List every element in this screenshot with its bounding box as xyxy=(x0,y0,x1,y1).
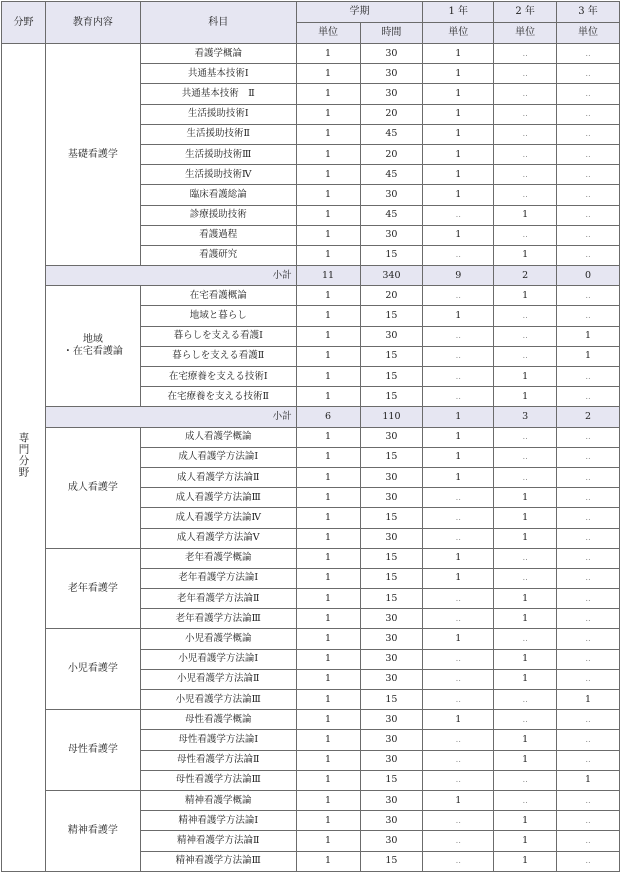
empty-cell: ‥ xyxy=(557,44,620,64)
subject-cell: 成人看護学方法論Ⅳ xyxy=(140,508,296,528)
empty-cell: ‥ xyxy=(494,568,557,588)
empty-cell: ‥ xyxy=(557,104,620,124)
hours-cell: 30 xyxy=(360,467,423,487)
empty-cell: ‥ xyxy=(494,548,557,568)
subject-cell: 成人看護学概論 xyxy=(140,427,296,447)
hours-cell: 15 xyxy=(360,770,423,790)
empty-cell: ‥ xyxy=(557,609,620,629)
year2-cell: 1 xyxy=(494,488,557,508)
empty-cell: ‥ xyxy=(494,306,557,326)
year2-cell: 1 xyxy=(494,508,557,528)
unit-cell: 1 xyxy=(296,770,360,790)
year2-cell: 1 xyxy=(494,286,557,306)
empty-cell: ‥ xyxy=(557,831,620,851)
year1-cell: 1 xyxy=(423,84,494,104)
unit-cell: 1 xyxy=(296,831,360,851)
unit-cell: 1 xyxy=(296,447,360,467)
unit-cell: 1 xyxy=(296,306,360,326)
unit-cell: 1 xyxy=(296,790,360,810)
empty-cell: ‥ xyxy=(557,225,620,245)
empty-cell: ‥ xyxy=(557,589,620,609)
empty-cell: ‥ xyxy=(557,750,620,770)
empty-cell: ‥ xyxy=(494,710,557,730)
subtotal-unit: 11 xyxy=(296,266,360,286)
content-label: 地域 xyxy=(82,334,103,346)
unit-cell: 1 xyxy=(296,104,360,124)
subtotal-row xyxy=(2,407,620,427)
year2-cell: 1 xyxy=(494,367,557,387)
empty-cell: ‥ xyxy=(557,286,620,306)
hours-cell: 30 xyxy=(360,710,423,730)
unit-cell: 1 xyxy=(296,286,360,306)
subtotal-hours: 340 xyxy=(360,266,423,286)
subject-cell: 在宅療養を支える技術Ⅰ xyxy=(140,367,296,387)
year3-cell: 1 xyxy=(557,346,620,366)
subject-cell: 看護研究 xyxy=(140,245,296,265)
empty-cell: ‥ xyxy=(423,851,494,871)
empty-cell: ‥ xyxy=(494,64,557,84)
subject-cell: 精神看護学方法論Ⅰ xyxy=(140,811,296,831)
empty-cell: ‥ xyxy=(423,488,494,508)
header-field: 分野 xyxy=(2,2,46,44)
subject-cell: 看護学概論 xyxy=(140,44,296,64)
subject-cell: 老年看護学概論 xyxy=(140,548,296,568)
content-label: ・在宅看護論 xyxy=(62,346,123,358)
header-year3: 3 年 xyxy=(557,2,620,23)
hours-cell: 30 xyxy=(360,326,423,346)
subtotal-y2: 2 xyxy=(494,266,557,286)
year1-cell: 1 xyxy=(423,306,494,326)
empty-cell: ‥ xyxy=(494,124,557,144)
year1-cell: 1 xyxy=(423,427,494,447)
empty-cell: ‥ xyxy=(557,730,620,750)
subject-cell: 地域と暮らし xyxy=(140,306,296,326)
subject-cell: 成人看護学方法論Ⅰ xyxy=(140,447,296,467)
year2-cell: 1 xyxy=(494,245,557,265)
hours-cell: 15 xyxy=(360,568,423,588)
unit-cell: 1 xyxy=(296,326,360,346)
empty-cell: ‥ xyxy=(423,367,494,387)
subject-cell: 臨床看護総論 xyxy=(140,185,296,205)
hours-cell: 15 xyxy=(360,548,423,568)
subject-cell: 小児看護学概論 xyxy=(140,629,296,649)
content-cell xyxy=(45,548,140,629)
unit-cell: 1 xyxy=(296,528,360,548)
unit-cell: 1 xyxy=(296,629,360,649)
header-content: 教育内容 xyxy=(45,2,140,44)
empty-cell: ‥ xyxy=(494,165,557,185)
header-term: 学期 xyxy=(296,2,423,23)
field-cell xyxy=(2,44,46,872)
header-year2-unit: 単位 xyxy=(494,23,557,44)
year2-cell: 1 xyxy=(494,669,557,689)
unit-cell: 1 xyxy=(296,346,360,366)
empty-cell: ‥ xyxy=(423,205,494,225)
empty-cell: ‥ xyxy=(557,185,620,205)
unit-cell: 1 xyxy=(296,589,360,609)
empty-cell: ‥ xyxy=(423,346,494,366)
empty-cell: ‥ xyxy=(423,326,494,346)
content-label: 成人看護学 xyxy=(67,481,118,493)
year1-cell: 1 xyxy=(423,467,494,487)
unit-cell: 1 xyxy=(296,649,360,669)
hours-cell: 15 xyxy=(360,245,423,265)
empty-cell: ‥ xyxy=(557,669,620,689)
year2-cell: 1 xyxy=(494,750,557,770)
empty-cell: ‥ xyxy=(557,64,620,84)
empty-cell: ‥ xyxy=(423,690,494,710)
unit-cell: 1 xyxy=(296,548,360,568)
hours-cell: 30 xyxy=(360,427,423,447)
hours-cell: 30 xyxy=(360,84,423,104)
unit-cell: 1 xyxy=(296,508,360,528)
table-row xyxy=(2,790,620,810)
subject-cell: 成人看護学方法論Ⅲ xyxy=(140,488,296,508)
empty-cell: ‥ xyxy=(494,346,557,366)
year3-cell: 1 xyxy=(557,690,620,710)
hours-cell: 20 xyxy=(360,144,423,164)
year2-cell: 1 xyxy=(494,205,557,225)
unit-cell: 1 xyxy=(296,467,360,487)
empty-cell: ‥ xyxy=(557,790,620,810)
header-year2: 2 年 xyxy=(494,2,557,23)
year1-cell: 1 xyxy=(423,64,494,84)
hours-cell: 15 xyxy=(360,851,423,871)
empty-cell: ‥ xyxy=(494,690,557,710)
empty-cell: ‥ xyxy=(494,44,557,64)
curriculum-table xyxy=(1,1,620,872)
empty-cell: ‥ xyxy=(494,104,557,124)
content-cell xyxy=(45,710,140,791)
empty-cell: ‥ xyxy=(557,488,620,508)
empty-cell: ‥ xyxy=(423,750,494,770)
subject-cell: 生活援助技術Ⅲ xyxy=(140,144,296,164)
hours-cell: 30 xyxy=(360,64,423,84)
year2-cell: 1 xyxy=(494,730,557,750)
subtotal-hours: 110 xyxy=(360,407,423,427)
unit-cell: 1 xyxy=(296,750,360,770)
table-row xyxy=(2,548,620,568)
empty-cell: ‥ xyxy=(557,528,620,548)
empty-cell: ‥ xyxy=(557,548,620,568)
unit-cell: 1 xyxy=(296,84,360,104)
header-year1-unit: 単位 xyxy=(423,23,494,44)
empty-cell: ‥ xyxy=(557,649,620,669)
empty-cell: ‥ xyxy=(557,811,620,831)
hours-cell: 15 xyxy=(360,690,423,710)
unit-cell: 1 xyxy=(296,124,360,144)
hours-cell: 30 xyxy=(360,629,423,649)
table-row xyxy=(2,286,620,306)
subtotal-y1: 1 xyxy=(423,407,494,427)
subject-cell: 在宅看護概論 xyxy=(140,286,296,306)
unit-cell: 1 xyxy=(296,367,360,387)
subject-cell: 母性看護学概論 xyxy=(140,710,296,730)
year1-cell: 1 xyxy=(423,165,494,185)
empty-cell: ‥ xyxy=(557,165,620,185)
unit-cell: 1 xyxy=(296,488,360,508)
empty-cell: ‥ xyxy=(423,508,494,528)
year2-cell: 1 xyxy=(494,589,557,609)
year1-cell: 1 xyxy=(423,447,494,467)
hours-cell: 30 xyxy=(360,811,423,831)
subject-cell: 生活援助技術Ⅱ xyxy=(140,124,296,144)
unit-cell: 1 xyxy=(296,245,360,265)
subject-cell: 精神看護学方法論Ⅲ xyxy=(140,851,296,871)
subject-cell: 小児看護学方法論Ⅰ xyxy=(140,649,296,669)
year1-cell: 1 xyxy=(423,185,494,205)
hours-cell: 30 xyxy=(360,790,423,810)
hours-cell: 30 xyxy=(360,750,423,770)
year3-cell: 1 xyxy=(557,326,620,346)
year1-cell: 1 xyxy=(423,790,494,810)
unit-cell: 1 xyxy=(296,568,360,588)
empty-cell: ‥ xyxy=(494,629,557,649)
hours-cell: 30 xyxy=(360,831,423,851)
empty-cell: ‥ xyxy=(557,245,620,265)
unit-cell: 1 xyxy=(296,427,360,447)
year2-cell: 1 xyxy=(494,831,557,851)
year2-cell: 1 xyxy=(494,649,557,669)
subject-cell: 生活援助技術Ⅳ xyxy=(140,165,296,185)
content-cell xyxy=(45,286,140,407)
hours-cell: 45 xyxy=(360,165,423,185)
empty-cell: ‥ xyxy=(494,84,557,104)
subject-cell: 暮らしを支える看護Ⅱ xyxy=(140,346,296,366)
unit-cell: 1 xyxy=(296,44,360,64)
table-row xyxy=(2,427,620,447)
empty-cell: ‥ xyxy=(557,84,620,104)
hours-cell: 15 xyxy=(360,367,423,387)
subtotal-y3: 2 xyxy=(557,407,620,427)
subject-cell: 生活援助技術Ⅰ xyxy=(140,104,296,124)
table-row xyxy=(2,44,620,64)
subject-cell: 暮らしを支える看護Ⅰ xyxy=(140,326,296,346)
empty-cell: ‥ xyxy=(494,225,557,245)
year1-cell: 1 xyxy=(423,568,494,588)
hours-cell: 20 xyxy=(360,104,423,124)
hours-cell: 45 xyxy=(360,124,423,144)
year1-cell: 1 xyxy=(423,548,494,568)
hours-cell: 15 xyxy=(360,508,423,528)
empty-cell: ‥ xyxy=(557,427,620,447)
content-label: 基礎看護学 xyxy=(67,148,118,160)
hours-cell: 15 xyxy=(360,306,423,326)
unit-cell: 1 xyxy=(296,165,360,185)
empty-cell: ‥ xyxy=(494,790,557,810)
empty-cell: ‥ xyxy=(557,568,620,588)
header-unit: 単位 xyxy=(296,23,360,44)
subject-cell: 母性看護学方法論Ⅰ xyxy=(140,730,296,750)
table-row xyxy=(2,710,620,730)
header-subject: 科目 xyxy=(140,2,296,44)
empty-cell: ‥ xyxy=(423,831,494,851)
empty-cell: ‥ xyxy=(494,467,557,487)
empty-cell: ‥ xyxy=(557,306,620,326)
unit-cell: 1 xyxy=(296,690,360,710)
unit-cell: 1 xyxy=(296,811,360,831)
empty-cell: ‥ xyxy=(557,508,620,528)
empty-cell: ‥ xyxy=(557,629,620,649)
hours-cell: 30 xyxy=(360,609,423,629)
hours-cell: 30 xyxy=(360,730,423,750)
year1-cell: 1 xyxy=(423,225,494,245)
header-year1: 1 年 xyxy=(423,2,494,23)
table-row xyxy=(2,629,620,649)
hours-cell: 15 xyxy=(360,589,423,609)
empty-cell: ‥ xyxy=(494,427,557,447)
header-row-1 xyxy=(2,2,620,23)
empty-cell: ‥ xyxy=(557,144,620,164)
subtotal-y3: 0 xyxy=(557,266,620,286)
year2-cell: 1 xyxy=(494,609,557,629)
subtotal-row xyxy=(2,266,620,286)
hours-cell: 45 xyxy=(360,205,423,225)
subject-cell: 在宅療養を支える技術Ⅱ xyxy=(140,387,296,407)
field-label: 専門分野 xyxy=(17,432,30,479)
empty-cell: ‥ xyxy=(423,730,494,750)
subject-cell: 母性看護学方法論Ⅲ xyxy=(140,770,296,790)
subtotal-label: 小計 xyxy=(45,407,296,427)
year2-cell: 1 xyxy=(494,811,557,831)
empty-cell: ‥ xyxy=(423,245,494,265)
hours-cell: 20 xyxy=(360,286,423,306)
hours-cell: 30 xyxy=(360,649,423,669)
unit-cell: 1 xyxy=(296,205,360,225)
content-label: 老年看護学 xyxy=(67,582,118,594)
subject-cell: 老年看護学方法論Ⅲ xyxy=(140,609,296,629)
year2-cell: 1 xyxy=(494,851,557,871)
empty-cell: ‥ xyxy=(423,528,494,548)
subject-cell: 小児看護学方法論Ⅲ xyxy=(140,690,296,710)
subject-cell: 精神看護学方法論Ⅱ xyxy=(140,831,296,851)
unit-cell: 1 xyxy=(296,144,360,164)
empty-cell: ‥ xyxy=(557,205,620,225)
empty-cell: ‥ xyxy=(423,589,494,609)
empty-cell: ‥ xyxy=(557,710,620,730)
unit-cell: 1 xyxy=(296,851,360,871)
empty-cell: ‥ xyxy=(494,770,557,790)
hours-cell: 15 xyxy=(360,387,423,407)
empty-cell: ‥ xyxy=(557,387,620,407)
content-cell xyxy=(45,790,140,871)
hours-cell: 30 xyxy=(360,669,423,689)
subtotal-y2: 3 xyxy=(494,407,557,427)
empty-cell: ‥ xyxy=(494,144,557,164)
year1-cell: 1 xyxy=(423,710,494,730)
empty-cell: ‥ xyxy=(423,286,494,306)
hours-cell: 30 xyxy=(360,528,423,548)
empty-cell: ‥ xyxy=(423,811,494,831)
hours-cell: 30 xyxy=(360,44,423,64)
header-year3-unit: 単位 xyxy=(557,23,620,44)
subject-cell: 共通基本技術 Ⅱ xyxy=(140,84,296,104)
subject-cell: 小児看護学方法論Ⅱ xyxy=(140,669,296,689)
unit-cell: 1 xyxy=(296,730,360,750)
year1-cell: 1 xyxy=(423,44,494,64)
unit-cell: 1 xyxy=(296,609,360,629)
content-cell xyxy=(45,427,140,548)
content-cell xyxy=(45,629,140,710)
unit-cell: 1 xyxy=(296,669,360,689)
subject-cell: 老年看護学方法論Ⅱ xyxy=(140,589,296,609)
hours-cell: 15 xyxy=(360,447,423,467)
empty-cell: ‥ xyxy=(557,467,620,487)
year1-cell: 1 xyxy=(423,124,494,144)
content-label: 母性看護学 xyxy=(67,744,118,756)
year2-cell: 1 xyxy=(494,528,557,548)
subject-cell: 成人看護学方法論Ⅱ xyxy=(140,467,296,487)
subject-cell: 成人看護学方法論Ⅴ xyxy=(140,528,296,548)
hours-cell: 15 xyxy=(360,346,423,366)
subtotal-unit: 6 xyxy=(296,407,360,427)
empty-cell: ‥ xyxy=(557,851,620,871)
empty-cell: ‥ xyxy=(494,447,557,467)
unit-cell: 1 xyxy=(296,387,360,407)
empty-cell: ‥ xyxy=(494,326,557,346)
year3-cell: 1 xyxy=(557,770,620,790)
year1-cell: 1 xyxy=(423,629,494,649)
subject-cell: 看護過程 xyxy=(140,225,296,245)
empty-cell: ‥ xyxy=(423,770,494,790)
subject-cell: 母性看護学方法論Ⅱ xyxy=(140,750,296,770)
curriculum-document xyxy=(1,1,620,872)
hours-cell: 30 xyxy=(360,225,423,245)
year2-cell: 1 xyxy=(494,387,557,407)
unit-cell: 1 xyxy=(296,185,360,205)
unit-cell: 1 xyxy=(296,225,360,245)
unit-cell: 1 xyxy=(296,710,360,730)
empty-cell: ‥ xyxy=(557,447,620,467)
content-label: 精神看護学 xyxy=(67,824,118,836)
empty-cell: ‥ xyxy=(557,367,620,387)
content-label: 小児看護学 xyxy=(67,663,118,675)
empty-cell: ‥ xyxy=(423,609,494,629)
year1-cell: 1 xyxy=(423,104,494,124)
unit-cell: 1 xyxy=(296,64,360,84)
hours-cell: 30 xyxy=(360,185,423,205)
subtotal-label: 小計 xyxy=(45,266,296,286)
hours-cell: 30 xyxy=(360,488,423,508)
subject-cell: 共通基本技術Ⅰ xyxy=(140,64,296,84)
subtotal-y1: 9 xyxy=(423,266,494,286)
empty-cell: ‥ xyxy=(423,669,494,689)
header-hours: 時間 xyxy=(360,23,423,44)
subject-cell: 精神看護学概論 xyxy=(140,790,296,810)
subject-cell: 老年看護学方法論Ⅰ xyxy=(140,568,296,588)
empty-cell: ‥ xyxy=(423,649,494,669)
year1-cell: 1 xyxy=(423,144,494,164)
empty-cell: ‥ xyxy=(494,185,557,205)
empty-cell: ‥ xyxy=(557,124,620,144)
subject-cell: 診療援助技術 xyxy=(140,205,296,225)
content-cell xyxy=(45,44,140,266)
empty-cell: ‥ xyxy=(423,387,494,407)
